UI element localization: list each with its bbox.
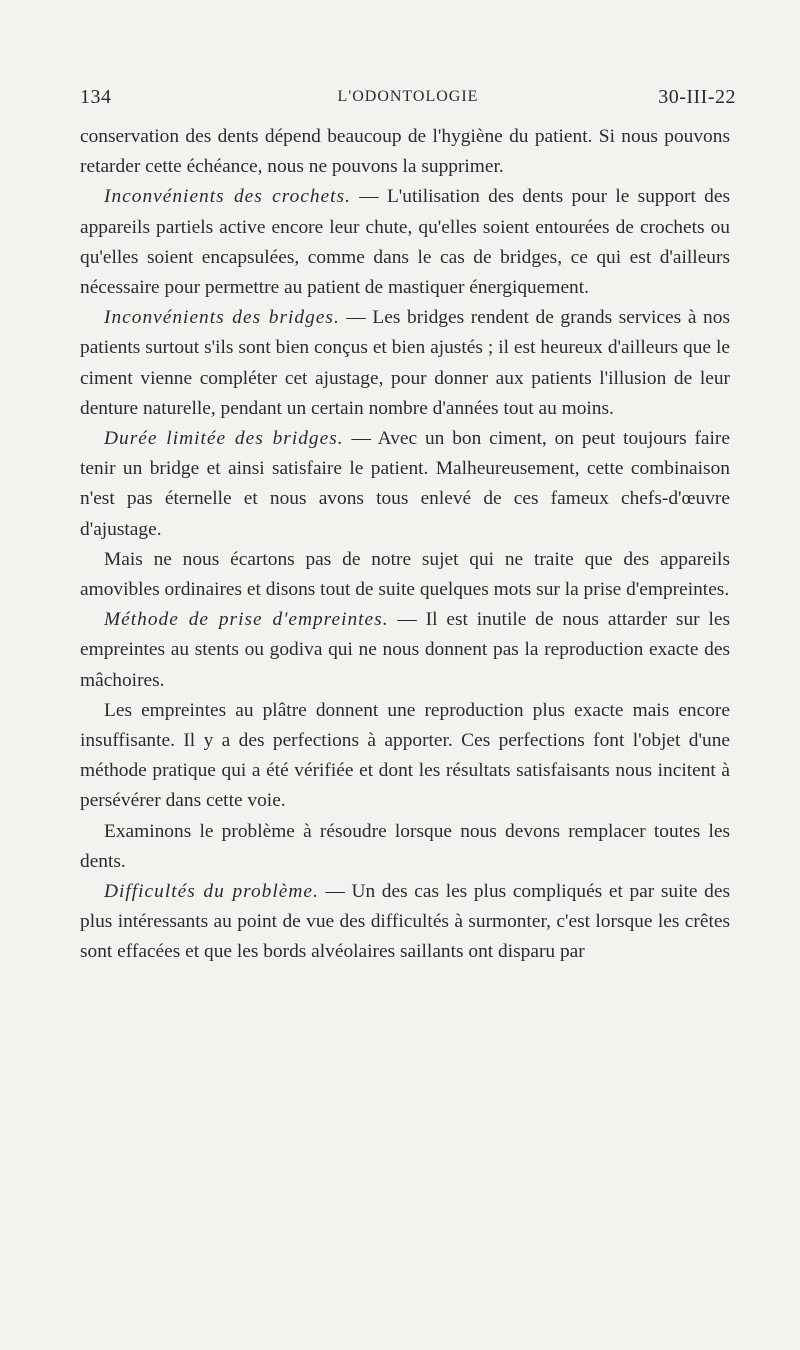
section-heading: Inconvénients des crochets. [104, 186, 351, 208]
paragraph-text: — L'utilisation des dents pour le support des appareils partiels active encore leur chute, qu'elles soient entourées de crochets ou qu'elles soient encapsulées, comme dans le cas de bridges, ce qui est d'ailleurs nécessaire pour permettre au patient de mastiquer énergiquement. [80, 186, 730, 299]
issue-date: 30-III-22 [658, 86, 736, 108]
paragraph-text: Examinons le problème à résoudre lorsque nous devons remplacer toutes les dents. [80, 820, 730, 872]
paragraph-text: — Avec un bon ciment, on peut toujours faire tenir un bridge et ainsi satisfaire le patient. Malheureusement, cette combinaison n'est pas éternelle et nous avons tous enlevé de ces fameux chefs-d'œuvre d'ajustage. [80, 428, 730, 540]
paragraph [80, 696, 730, 817]
page-header [80, 86, 736, 112]
section-heading: Durée limitée des bridges. [104, 428, 344, 450]
paragraph-text: conservation des dents dépend beaucoup de l'hygiène du patient. Si nous pouvons retarder cette échéance, nous ne pouvons la supprimer. [80, 126, 730, 178]
paragraph [80, 424, 730, 545]
section-heading: Inconvénients des bridges. [104, 307, 340, 329]
paragraph-text: — Les bridges rendent de grands services à nos patients surtout s'ils sont bien conçus et bien ajustés ; il est heureux d'ailleurs que le ciment vienne compléter cet ajustage, pour donner aux patients l'illusion de leur denture naturelle, pendant un certain nombre d'années tout au moins. [80, 307, 730, 419]
paragraph-text: Mais ne nous écartons pas de notre sujet qui ne traite que des appareils amovibles ordinaires et disons tout de suite quelques mots sur la prise d'empreintes. [80, 548, 730, 601]
paragraph [80, 545, 730, 605]
running-title: L'ODONTOLOGIE [337, 88, 479, 105]
paragraph [80, 182, 730, 303]
section-heading: Difficultés du problème. [104, 881, 319, 903]
body-text [80, 122, 730, 968]
paragraph [80, 122, 730, 182]
paragraph [80, 877, 730, 968]
paragraph [80, 303, 730, 424]
section-heading: Méthode de prise d'empreintes. [104, 609, 389, 631]
paragraph-text: — Il est inutile de nous attarder sur les empreintes au stents ou godiva qui ne nous donnent pas la reproduction exacte des mâchoires. [80, 609, 731, 691]
page-number: 134 [80, 86, 112, 108]
paragraph-text: Les empreintes au plâtre donnent une reproduction plus exacte mais encore insuffisante. Il y a des perfections à apporter. Ces perfections font l'objet d'une méthode pratique qui a été vérifiée et dont les résultats satisfaisants nous incitent à persévérer dans cette voie. [80, 699, 730, 812]
paragraph-text: — Un des cas les plus compliqués et par suite des plus intéressants au point de vue des difficultés à surmonter, c'est lorsque les crêtes sont effacées et que les bords alvéolaires saillants ont disparu par [80, 881, 730, 963]
paragraph [80, 605, 730, 696]
paragraph [80, 817, 730, 877]
